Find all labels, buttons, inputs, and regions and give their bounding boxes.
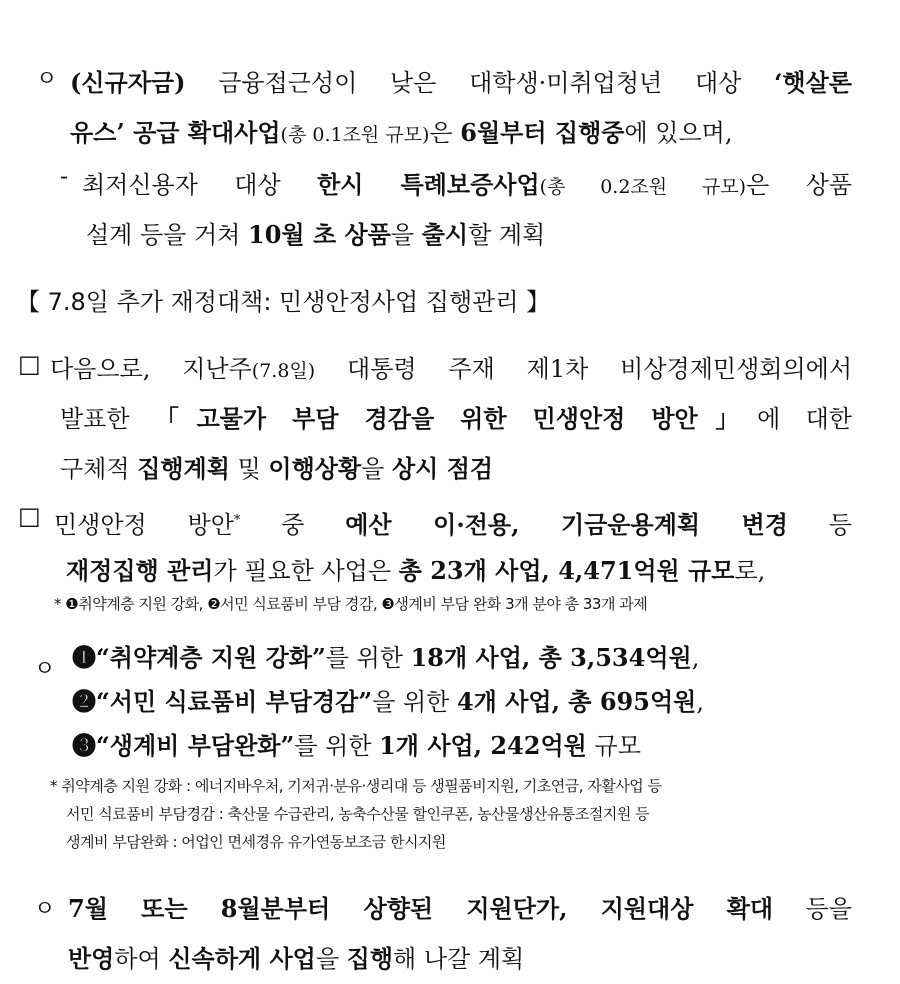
dash-line: [82, 210, 852, 260]
footnote-examples-3: 생계비 부담완화 : 어업인 면세경유 유가연동보조금 한시지원: [66, 833, 446, 851]
text-bold: 집행: [346, 944, 394, 973]
dash-special-guarantee: [82, 160, 852, 260]
text-bold: 7월 또는 8월분부터 상향된 지원단가, 지원대상 확대: [68, 894, 774, 923]
text: 가 필요한 사업은: [213, 557, 399, 585]
text: 및: [229, 455, 269, 483]
text-bold: 1개 사업, 242억원: [379, 731, 587, 760]
text: 규모: [586, 732, 641, 760]
dash-line: [82, 160, 852, 210]
bullet-line: [72, 724, 862, 768]
text-bold: 유스’ 공급 확대사업: [70, 118, 281, 147]
bullet-line: [68, 934, 852, 984]
square-line: [50, 444, 852, 494]
text: 중: [240, 511, 346, 539]
text-small: (7.8일): [251, 360, 316, 382]
bullet-line: [72, 636, 862, 680]
bullet-line: [72, 680, 862, 724]
text: 다음으로, 지난주: [50, 355, 252, 383]
text-bold: 4개 사업, 총 695억원: [456, 687, 697, 716]
text-bold: 이행상황: [268, 454, 362, 483]
text-bold: ❸“생계비 부담완화”: [72, 731, 295, 760]
square-line: [50, 394, 852, 444]
square-bullet-marker: □: [18, 502, 41, 530]
text-bold: ❷“서민 식료품비 부담경감”: [72, 687, 373, 716]
text: 을: [390, 221, 422, 249]
text: ,: [696, 688, 704, 716]
text: 를 위한: [294, 732, 380, 760]
section-heading: 【 7.8일 추가 재정대책: 민생안정사업 집행관리 】: [16, 288, 551, 316]
text-bold: 집행계획: [137, 454, 230, 483]
text: 금융접근성이 낮은 대학생·미취업청년 대상: [185, 69, 775, 97]
text: 로,: [734, 557, 766, 585]
square-line: [54, 496, 852, 546]
text: 은 상품: [746, 171, 852, 199]
text-bold: 총 23개 사업, 4,471억원 규모: [398, 556, 735, 585]
text: 발표한: [60, 405, 155, 433]
text: 에 있으며,: [624, 119, 733, 147]
text: 를 위한: [325, 644, 411, 672]
text-bold: 한시 특례보증사업: [317, 170, 540, 199]
footnote-examples-2: 서민 식료품비 부담경감 : 축산물 수급관리, 농축수산물 할인쿠폰, 농산물생산유통조절지원 등: [66, 805, 650, 823]
text: 민생안정 방안: [54, 511, 234, 539]
circle-bullet-marker: ㅇ: [34, 657, 56, 682]
text: 해 나갈 계획: [393, 945, 525, 973]
text-small: (총 0.2조원 규모): [539, 176, 747, 198]
text: 을: [315, 945, 347, 973]
dash-marker: -: [60, 162, 69, 190]
text-bold: 신속하게 사업: [168, 944, 316, 973]
square-fiscal-management: [54, 496, 852, 596]
text-bold: (신규자금): [70, 68, 186, 97]
text-bold: 「고물가 부담 경감을 위한 민생안정 방안」: [154, 404, 758, 433]
text-small: (총 0.1조원 규모): [280, 124, 430, 146]
square-livelihood-plan: [50, 344, 852, 494]
footnote-examples-1: * 취약계층 지원 강화 : 에너지바우처, 기저귀·분유·생리대 등 생필품비지원, 기초연금, 자활사업 등: [50, 777, 662, 795]
text-bold: 재정집행 관리: [66, 556, 214, 585]
text: 설계 등을 거쳐: [86, 221, 248, 249]
text-sup: *: [233, 513, 241, 528]
bullet-three-areas: [72, 636, 862, 768]
text: 대통령 주재 제1차 비상경제민생회의에서: [315, 355, 852, 383]
text-bold: 출시: [421, 220, 469, 249]
circle-bullet-marker: ㅇ: [34, 897, 56, 922]
text-bold: 반영: [68, 944, 115, 973]
text: 할 계획: [468, 221, 546, 249]
text: 등: [787, 511, 852, 539]
text-bold: 10월 초 상품: [248, 220, 391, 249]
text: 을 위한: [372, 688, 457, 716]
text-bold: 예산 이·전용, 기금운용계획 변경: [345, 510, 788, 539]
text: 에 대한: [757, 405, 852, 433]
text: 최저신용자 대상: [82, 171, 318, 199]
text: 은: [429, 119, 461, 147]
text: ,: [691, 644, 700, 672]
text: 을: [361, 455, 392, 483]
circle-bullet-marker: ㅇ: [36, 67, 58, 92]
square-line: [54, 546, 852, 596]
bullet-line: [70, 58, 852, 108]
text-bold: 18개 사업, 총 3,534억원: [410, 643, 692, 672]
text-bold: 상시 점검: [391, 454, 494, 483]
text: 등을: [773, 895, 852, 923]
text-bold: 6월부터 집행중: [460, 118, 625, 147]
text-bold: ❶“취약계층 지원 강화”: [72, 643, 326, 672]
bullet-line: [68, 884, 852, 934]
bullet-execution-plan: [68, 884, 852, 984]
text: 구체적: [60, 455, 138, 483]
footnote-categories: * ❶취약계층 지원 강화, ❷서민 식료품비 부담 경감, ❸생계비 부담 완화 3개 분야 총 33개 과제: [54, 595, 648, 613]
bullet-youth-loan: [70, 58, 852, 158]
text: 하여: [114, 945, 169, 973]
square-bullet-marker: □: [18, 350, 41, 378]
bullet-line: [70, 108, 852, 158]
text-bold: ‘햇살론: [774, 68, 852, 97]
square-line: [50, 344, 852, 394]
